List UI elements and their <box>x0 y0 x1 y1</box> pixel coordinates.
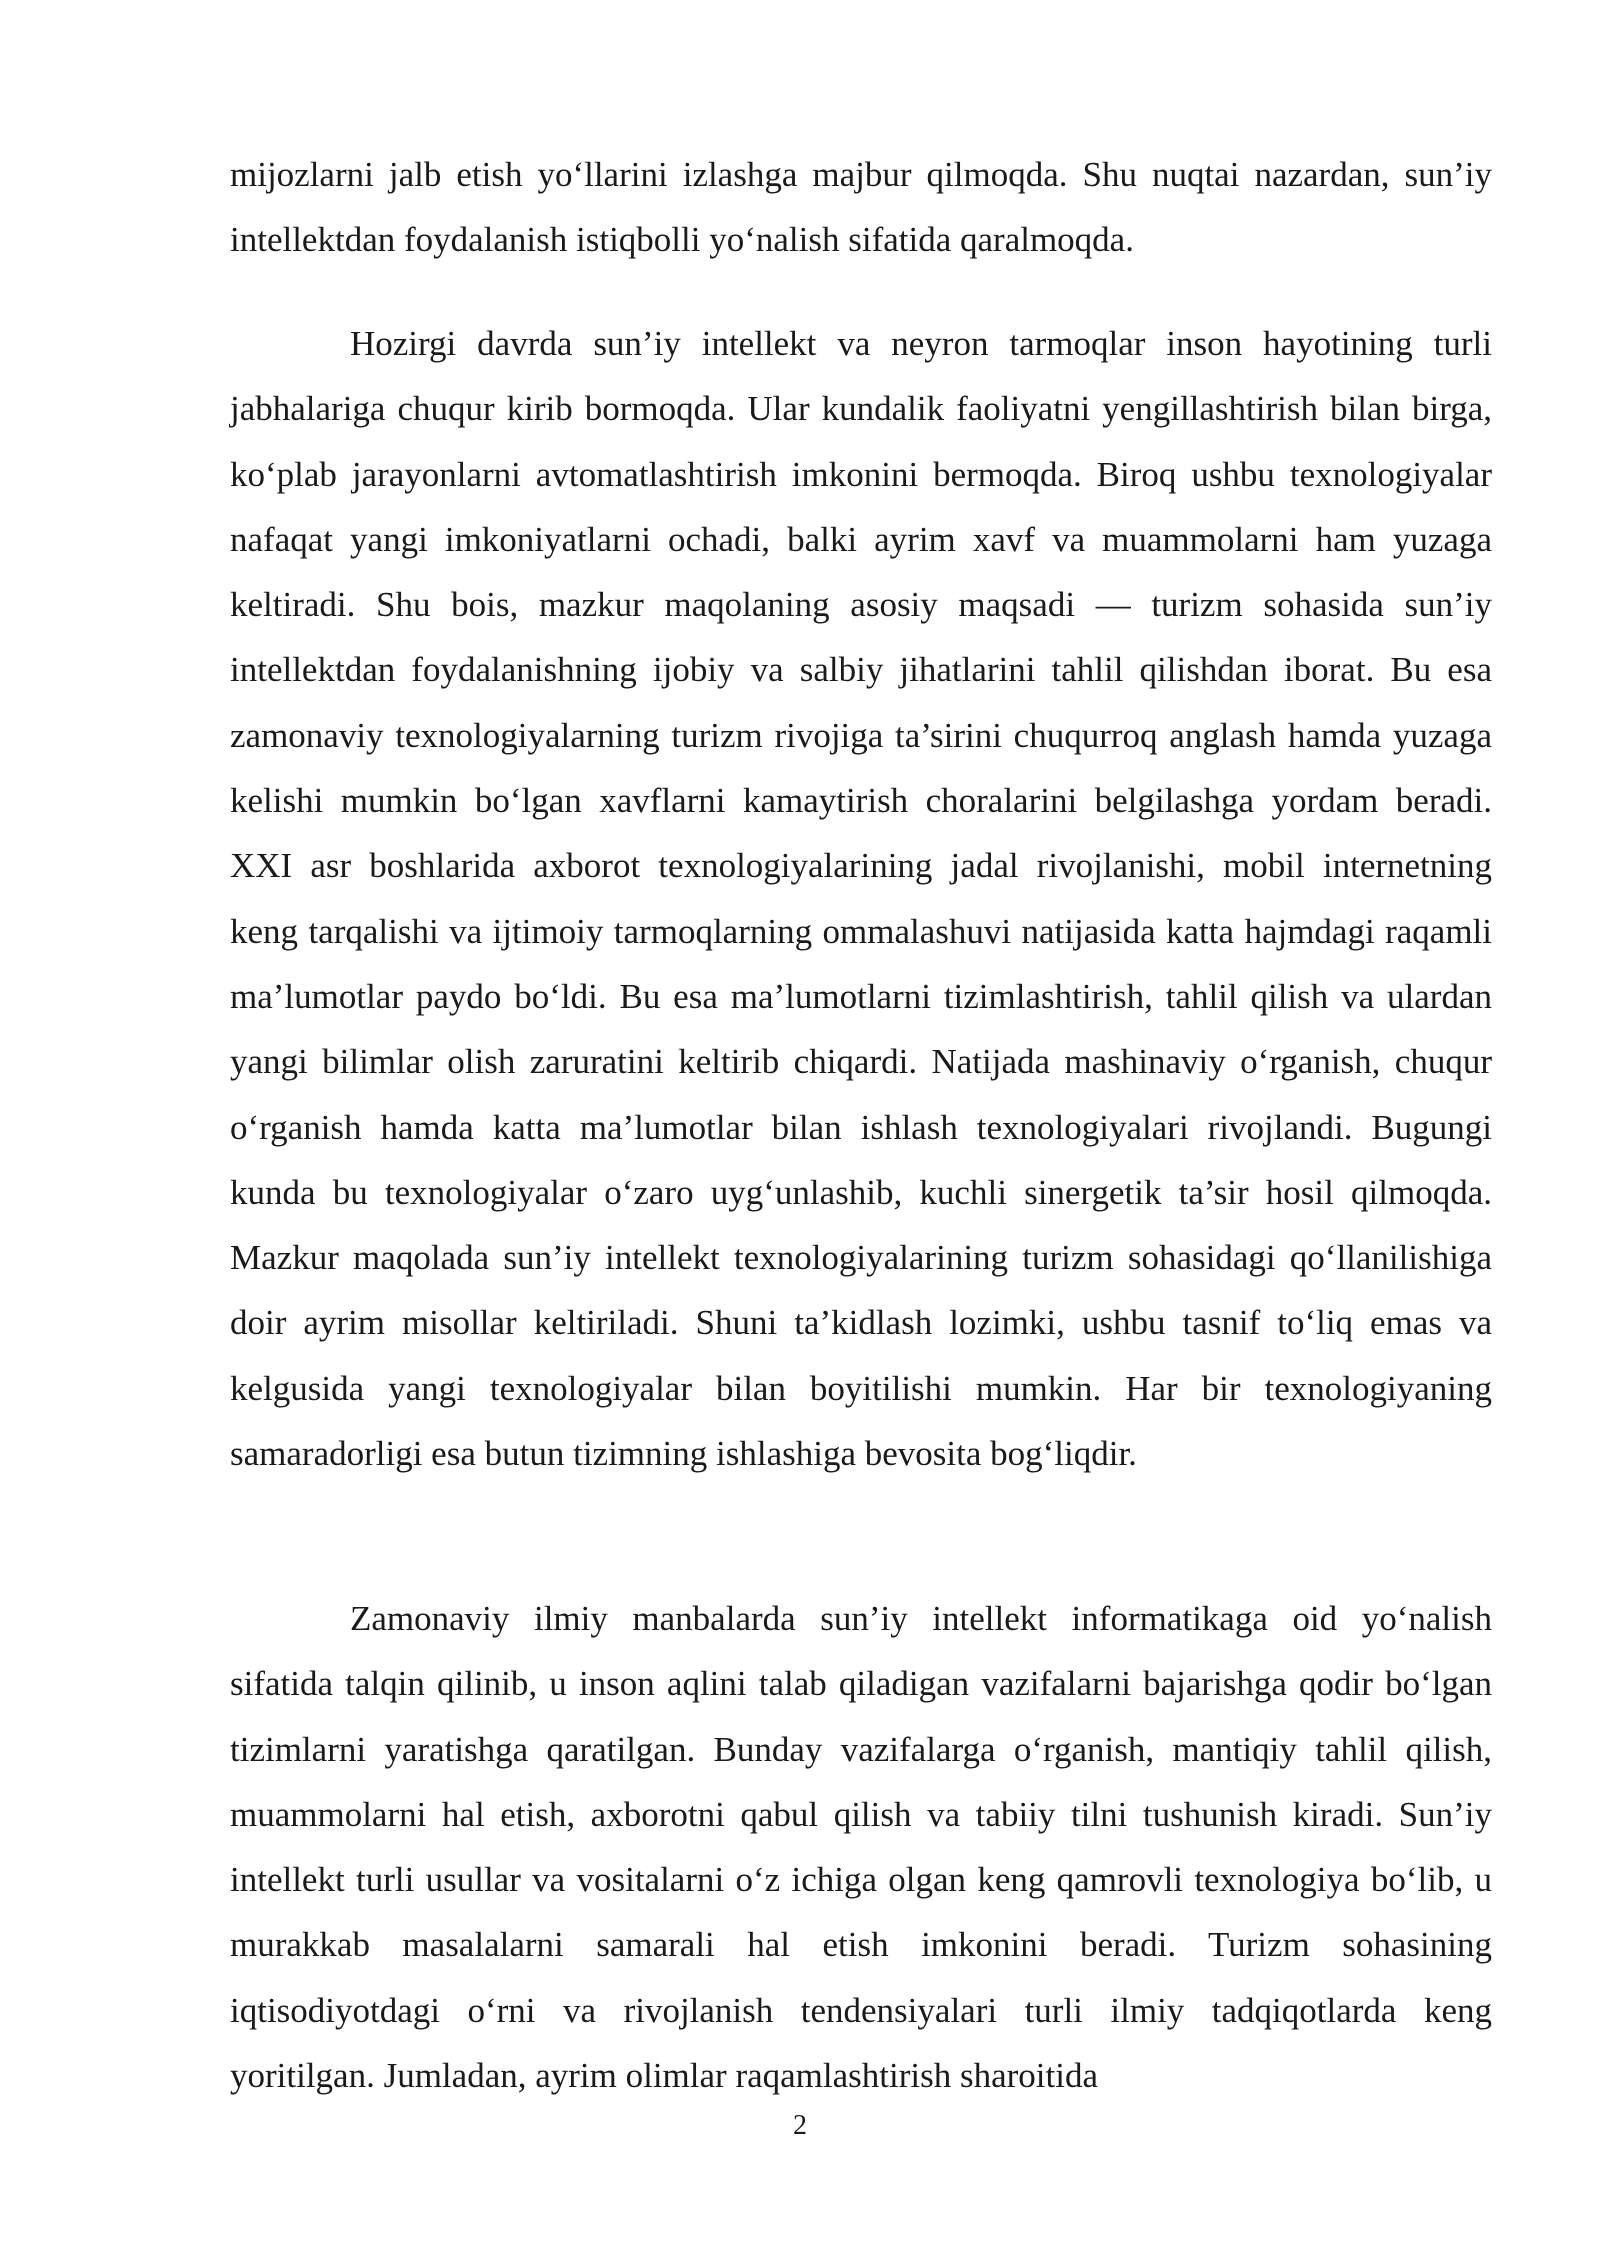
paragraph-scientific-sources <box>230 1586 1492 2108</box>
paragraph-text: Zamonaviy ilmiy manbalarda sun’iy intellekt informatikaga oid yo‘nalish sifatida talqin qilinib, u inson aqlini talab qiladigan vazifalarni bajarishga qodir bo‘lgan tizimlarni yaratishga qaratilgan. Bunday vazifalarga o‘rganish, mantiqiy tahlil qilish, muammolarni hal etish, axborotni qabul qilish va tabiiy tilni tushunish kiradi. Sun’iy intellekt turli usullar va vositalarni o‘z ichiga olgan keng qamrovli texnologiya bo‘lib, u murakkab masalalarni samarali hal etish imkonini beradi. Turizm sohasining iqtisodiyotdagi o‘rni va rivojlanish tendensiyalari turli ilmiy tadqiqotlarda keng yoritilgan. Jumladan, ayrim olimlar raqamlashtirish sharoitida <box>230 1599 1492 2096</box>
paragraph-continuation <box>230 142 1492 273</box>
paragraph-ai-overview <box>230 311 1492 1486</box>
page-number: 2 <box>793 2110 807 2141</box>
paragraph-text: mijozlarni jalb etish yo‘llarini izlashga majbur qilmoqda. Shu nuqtai nazardan, sun’iy intellektdan foydalanish istiqbolli yo‘nalish sifatida qaralmoqda. <box>230 155 1492 260</box>
paragraph-text: Hozirgi davrda sun’iy intellekt va neyron tarmoqlar inson hayotining turli jabhalariga chuqur kirib bormoqda. Ular kundalik faoliyatni yengillashtirish bilan birga, ko‘plab jarayonlarni avtomatlashtirish imkonini bermoqda. Biroq ushbu texnologiyalar nafaqat yangi imkoniyatlarni ochadi, balki ayrim xavf va muammolarni ham yuzaga keltiradi. Shu bois, mazkur maqolaning asosiy maqsadi — turizm sohasida sun’iy intellektdan foydalanishning ijobiy va salbiy jihatlarini tahlil qilishdan iborat. Bu esa zamonaviy texnologiyalarning turizm rivojiga ta’sirini chuqurroq anglash hamda yuzaga kelishi mumkin bo‘lgan xavflarni kamaytirish choralarini belgilashga yordam beradi. XXI asr boshlarida axborot texnologiyalarining jadal rivojlanishi, mobil internetning keng tarqalishi va ijtimoiy tarmoqlarning ommalashuvi natijasida katta hajmdagi raqamli ma’lumotlar paydo bo‘ldi. Bu esa ma’lumotlarni tizimlashtirish, tahlil qilish va ulardan yangi bilimlar olish zaruratini keltirib chiqardi. Natijada mashinaviy o‘rganish, chuqur o‘rganish hamda katta ma’lumotlar bilan ishlash texnologiyalari rivojlandi. Bugungi kunda bu texnologiyalar o‘zaro uyg‘unlashib, kuchli sinergetik ta’sir hosil qilmoqda. Mazkur maqolada sun’iy intellekt texnologiyalarining turizm sohasidagi qo‘llanilishiga doir ayrim misollar keltiriladi. Shuni ta’kidlash lozimki, ushbu tasnif to‘liq emas va kelgusida yangi texnologiyalar bilan boyitilishi mumkin. Har bir texnologiyaning samaradorligi esa butun tizimning ishlashiga bevosita bog‘liqdir. <box>230 324 1492 1474</box>
